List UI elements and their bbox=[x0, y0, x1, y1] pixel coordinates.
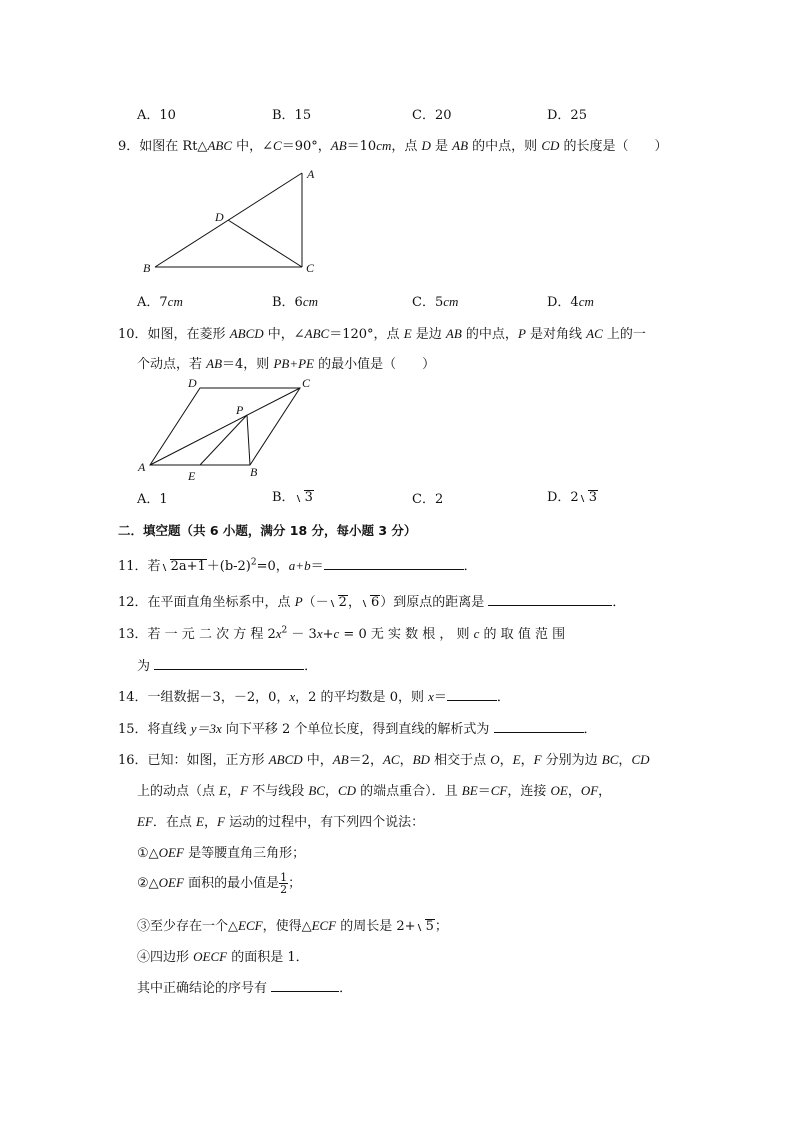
q8-option-d: D．25 bbox=[547, 108, 587, 123]
q10-label-a: A bbox=[138, 460, 146, 474]
sqrt-symbol: 2a+1 bbox=[161, 559, 207, 575]
q16-answer-line: 其中正确结论的序号有 ． bbox=[137, 981, 353, 996]
answer-blank[interactable] bbox=[271, 979, 339, 992]
q10-label-e: E bbox=[188, 469, 196, 483]
answer-blank[interactable] bbox=[488, 593, 612, 606]
q9-label-c: C bbox=[306, 261, 315, 275]
q16-line1: 16．已知：如图，正方形 ABCD 中，AB＝2，AC，BD 相交于点 O，E，F 分别为边 BC，CD bbox=[118, 752, 650, 768]
answer-blank[interactable] bbox=[447, 688, 497, 701]
q10-rhombus-figure bbox=[130, 372, 330, 484]
q9-label-a: A bbox=[307, 167, 315, 181]
q9-stem: 9．如图在 Rt△ABC 中，∠C＝90°，AB＝10cm，点 D 是 AB 的中点，则 CD 的长度是（ ） bbox=[118, 138, 668, 154]
q9-label-d: D bbox=[215, 210, 224, 224]
answer-blank[interactable] bbox=[154, 657, 304, 670]
q16-line3: EF．在点 E，F 运动的过程中，有下列四个说法： bbox=[137, 814, 425, 830]
q10-option-c: C．2 bbox=[412, 492, 444, 507]
answer-blank[interactable] bbox=[494, 720, 584, 733]
q13-line2: 为 ． bbox=[137, 659, 318, 674]
q10-label-p: P bbox=[236, 403, 244, 417]
q10-stem-line2: 个动点，若 AB＝4，则 PB+PE 的最小值是（ ） bbox=[137, 356, 436, 372]
q10-label-b: B bbox=[250, 465, 258, 479]
q16-statement-2: ②△OEF 面积的最小值是 $\frac{1}{2}$ ； bbox=[137, 871, 302, 896]
q9-option-c: C．5cm bbox=[412, 294, 459, 310]
q8-option-a: A．10 bbox=[137, 108, 176, 123]
q9-option-b: B．6cm bbox=[272, 294, 318, 310]
q16-statement-1: ①△OEF 是等腰直角三角形； bbox=[137, 845, 306, 861]
q12: 12．在平面直角坐标系中，点 P（－ 2， 6）到原点的距离是 ． bbox=[118, 594, 626, 610]
sqrt-symbol: 2 bbox=[329, 595, 348, 611]
q10-option-d: D．2 3 bbox=[547, 490, 597, 505]
q14: 14．一组数据－3，－2，0，x，2 的平均数是 0，则 x＝ ． bbox=[118, 689, 510, 705]
q13-line1: 13．若 一 元 二 次 方 程 $2x^2 - 3x+c = 0$ 无 实 数 根 ， 则 c 的 取 值 范 围 bbox=[118, 625, 566, 642]
q9-option-a: A．7cm bbox=[137, 294, 183, 310]
q10-option-a: A．1 bbox=[137, 492, 168, 507]
sqrt-symbol: 3 bbox=[295, 490, 314, 506]
q16-line2: 上的动点（点 E，F 不与线段 BC，CD 的端点重合）．且 BE＝CF，连接 OE，OF， bbox=[137, 783, 612, 799]
q11: 11．若 $2a+1+(b-2)^2=0$，a+b＝ ． bbox=[118, 557, 477, 574]
q10-option-b: B． 3 bbox=[272, 490, 313, 505]
q9-option-d: D．4cm bbox=[547, 294, 594, 310]
sqrt-symbol: 6 bbox=[361, 595, 380, 611]
q9-label-b: B bbox=[143, 261, 151, 275]
section-title: 二．填空题（共 6 小题，满分 18 分，每小题 3 分） bbox=[118, 523, 417, 538]
q16-statement-3: ③至少存在一个△ECF，使得△ECF 的周长是 2+ 5； bbox=[137, 918, 448, 934]
q10-label-c: C bbox=[302, 376, 311, 390]
q8-option-c: C．20 bbox=[412, 108, 452, 123]
q9-triangle-figure bbox=[135, 160, 335, 280]
q16-statement-4: ④四边形 OECF 的面积是 1． bbox=[137, 949, 309, 965]
q10-label-d: D bbox=[188, 376, 197, 390]
sqrt-symbol: 5 bbox=[416, 919, 435, 935]
q10-stem-line1: 10．如图，在菱形 ABCD 中，∠ABC＝120°，点 E 是边 AB 的中点，P 是对角线 AC 上的一 bbox=[118, 326, 646, 342]
q8-option-b: B．15 bbox=[272, 108, 312, 123]
q15: 15．将直线 y＝3x 向下平移 2 个单位长度，得到直线的解析式为 ． bbox=[118, 721, 597, 737]
fraction: $\frac{1}{2}$ bbox=[280, 871, 288, 896]
sqrt-symbol: 3 bbox=[579, 490, 598, 506]
answer-blank[interactable] bbox=[324, 557, 464, 570]
